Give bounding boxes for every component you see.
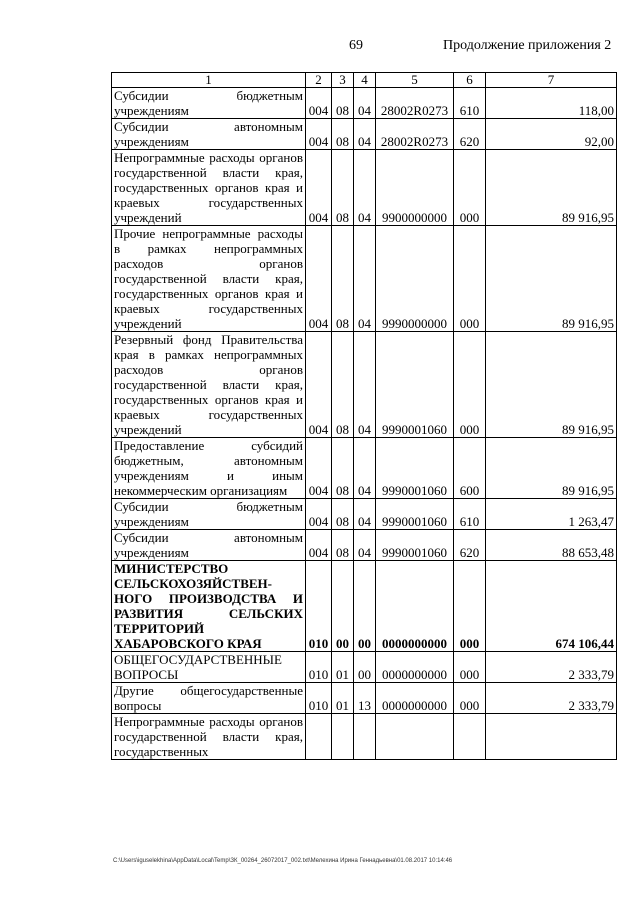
ministry-code-cell: 004 bbox=[306, 88, 332, 119]
expense-name-cell: Непрограммные расходы органов государственной власти края, государственных bbox=[112, 714, 306, 760]
ministry-code-cell: 010 bbox=[306, 561, 332, 652]
expense-type-cell: 000 bbox=[454, 683, 486, 714]
target-article-cell bbox=[376, 714, 454, 760]
section-code-cell: 08 bbox=[332, 119, 354, 150]
expense-type-cell: 000 bbox=[454, 226, 486, 332]
ministry-code-cell: 004 bbox=[306, 332, 332, 438]
table-row bbox=[112, 119, 617, 150]
ministry-code-cell: 004 bbox=[306, 530, 332, 561]
table-row bbox=[112, 499, 617, 530]
expense-type-cell: 000 bbox=[454, 150, 486, 226]
subsection-code-cell: 00 bbox=[354, 561, 376, 652]
ministry-code-cell: 004 bbox=[306, 226, 332, 332]
target-article-cell: 9990001060 bbox=[376, 438, 454, 499]
expense-type-cell: 620 bbox=[454, 119, 486, 150]
ministry-code-cell: 010 bbox=[306, 652, 332, 683]
amount-cell: 118,00 bbox=[486, 88, 617, 119]
table-row bbox=[112, 714, 617, 760]
expense-type-cell: 000 bbox=[454, 652, 486, 683]
target-article-cell: 9990001060 bbox=[376, 530, 454, 561]
table-row bbox=[112, 150, 617, 226]
expense-type-cell: 610 bbox=[454, 499, 486, 530]
expense-type-cell: 600 bbox=[454, 438, 486, 499]
section-code-cell: 08 bbox=[332, 499, 354, 530]
subsection-code-cell: 04 bbox=[354, 499, 376, 530]
subsection-code-cell: 04 bbox=[354, 119, 376, 150]
amount-cell: 89 916,95 bbox=[486, 226, 617, 332]
column-header: 1 bbox=[112, 73, 306, 88]
page-number: 69 bbox=[349, 38, 363, 53]
table-row bbox=[112, 652, 617, 683]
subsection-code-cell bbox=[354, 714, 376, 760]
subsection-code-cell: 04 bbox=[354, 226, 376, 332]
target-article-cell: 9900000000 bbox=[376, 150, 454, 226]
expense-name-cell: Прочие непрограммные расходы в рамках непрограммных расходов органов государственной власти края, государственных органов края и краевых государственных учреждений bbox=[112, 226, 306, 332]
expense-name-cell: Непрограммные расходы органов государственной власти края, государственных органов края и краевых государственных учреждений bbox=[112, 150, 306, 226]
section-code-cell: 00 bbox=[332, 561, 354, 652]
expense-type-cell: 000 bbox=[454, 332, 486, 438]
file-path-footer: C:\Users\iguselekhina\AppData\Local\Temp\ЗК_00264_26072017_002.txt\Мелехина Ирина Геннадьевна\01.08.2017 10:14:46 bbox=[113, 858, 453, 864]
amount-cell: 89 916,95 bbox=[486, 332, 617, 438]
section-code-cell: 08 bbox=[332, 530, 354, 561]
amount-cell: 2 333,79 bbox=[486, 683, 617, 714]
amount-cell: 2 333,79 bbox=[486, 652, 617, 683]
ministry-code-cell bbox=[306, 714, 332, 760]
ministry-code-cell: 004 bbox=[306, 150, 332, 226]
expense-name-cell: Резервный фонд Правительства края в рамках непрограммных расходов органов государственной власти края, государственных органов края и краевых государственных учреждений bbox=[112, 332, 306, 438]
expense-name-cell: Субсидии автономным учреждениям bbox=[112, 119, 306, 150]
expense-type-cell bbox=[454, 714, 486, 760]
column-header: 2 bbox=[306, 73, 332, 88]
column-number-row bbox=[112, 73, 617, 88]
section-code-cell: 01 bbox=[332, 683, 354, 714]
section-code-cell: 08 bbox=[332, 438, 354, 499]
ministry-code-cell: 004 bbox=[306, 438, 332, 499]
amount-cell bbox=[486, 714, 617, 760]
budget-table bbox=[111, 72, 617, 760]
target-article-cell: 0000000000 bbox=[376, 652, 454, 683]
ministry-code-cell: 004 bbox=[306, 499, 332, 530]
column-header: 4 bbox=[354, 73, 376, 88]
subsection-code-cell: 04 bbox=[354, 88, 376, 119]
ministry-code-cell: 004 bbox=[306, 119, 332, 150]
table-row bbox=[112, 226, 617, 332]
amount-cell: 1 263,47 bbox=[486, 499, 617, 530]
appendix-continuation-title: Продолжение приложения 2 bbox=[443, 38, 612, 53]
table-row bbox=[112, 438, 617, 499]
section-code-cell: 01 bbox=[332, 652, 354, 683]
expense-type-cell: 000 bbox=[454, 561, 486, 652]
expense-name-cell: Другие общегосударственные вопросы bbox=[112, 683, 306, 714]
column-header: 6 bbox=[454, 73, 486, 88]
section-code-cell bbox=[332, 714, 354, 760]
column-header: 3 bbox=[332, 73, 354, 88]
subsection-code-cell: 04 bbox=[354, 438, 376, 499]
expense-name-cell: Субсидии автономным учреждениям bbox=[112, 530, 306, 561]
section-code-cell: 08 bbox=[332, 226, 354, 332]
expense-type-cell: 610 bbox=[454, 88, 486, 119]
expense-name-cell: ОБЩЕГОСУДАРСТВЕННЫЕ ВОПРОСЫ bbox=[112, 652, 306, 683]
expense-name-cell: МИНИСТЕРСТВО СЕЛЬСКОХОЗЯЙСТВЕН-НОГО ПРОИЗВОДСТВА И РАЗВИТИЯ СЕЛЬСКИХ ТЕРРИТОРИЙ ХАБАРОВСКОГО КРАЯ bbox=[112, 561, 306, 652]
column-header: 5 bbox=[376, 73, 454, 88]
table-row bbox=[112, 332, 617, 438]
ministry-code-cell: 010 bbox=[306, 683, 332, 714]
target-article-cell: 28002R0273 bbox=[376, 119, 454, 150]
table-row bbox=[112, 88, 617, 119]
expense-name-cell: Предоставление субсидий бюджетным, автономным учреждениям и иным некоммерческим организациям bbox=[112, 438, 306, 499]
expense-name-cell: Субсидии бюджетным учреждениям bbox=[112, 88, 306, 119]
table-row bbox=[112, 561, 617, 652]
expense-name-cell: Субсидии бюджетным учреждениям bbox=[112, 499, 306, 530]
column-header: 7 bbox=[486, 73, 617, 88]
target-article-cell: 9990000000 bbox=[376, 226, 454, 332]
amount-cell: 674 106,44 bbox=[486, 561, 617, 652]
subsection-code-cell: 04 bbox=[354, 332, 376, 438]
target-article-cell: 28002R0273 bbox=[376, 88, 454, 119]
amount-cell: 92,00 bbox=[486, 119, 617, 150]
section-code-cell: 08 bbox=[332, 88, 354, 119]
expense-type-cell: 620 bbox=[454, 530, 486, 561]
amount-cell: 88 653,48 bbox=[486, 530, 617, 561]
amount-cell: 89 916,95 bbox=[486, 150, 617, 226]
amount-cell: 89 916,95 bbox=[486, 438, 617, 499]
target-article-cell: 0000000000 bbox=[376, 683, 454, 714]
section-code-cell: 08 bbox=[332, 150, 354, 226]
subsection-code-cell: 04 bbox=[354, 150, 376, 226]
subsection-code-cell: 04 bbox=[354, 530, 376, 561]
table-row bbox=[112, 530, 617, 561]
target-article-cell: 9990001060 bbox=[376, 332, 454, 438]
table-row bbox=[112, 683, 617, 714]
target-article-cell: 9990001060 bbox=[376, 499, 454, 530]
subsection-code-cell: 00 bbox=[354, 652, 376, 683]
section-code-cell: 08 bbox=[332, 332, 354, 438]
target-article-cell: 0000000000 bbox=[376, 561, 454, 652]
subsection-code-cell: 13 bbox=[354, 683, 376, 714]
